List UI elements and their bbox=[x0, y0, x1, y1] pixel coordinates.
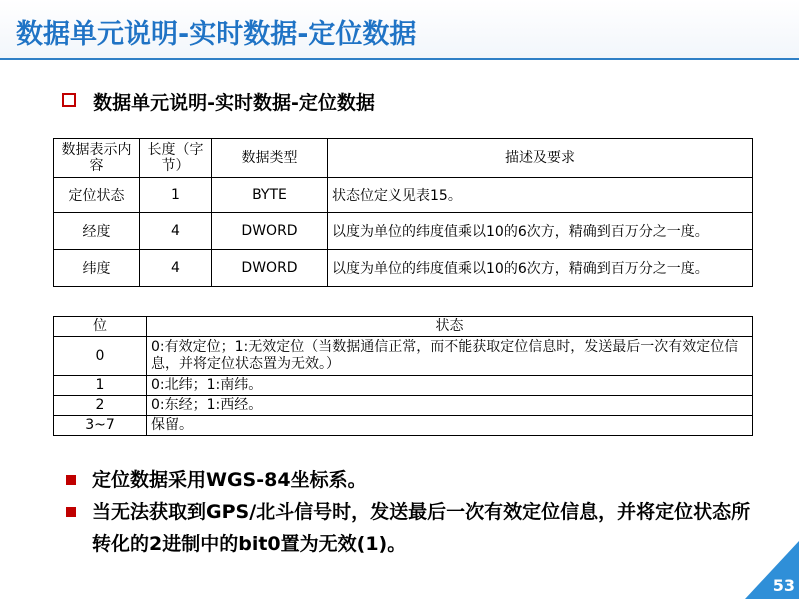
table-cell: DWORD bbox=[212, 250, 328, 287]
filled-square-bullet-icon bbox=[66, 507, 76, 517]
table-cell: 0:东经；1:西经。 bbox=[147, 396, 753, 416]
column-header: 长度（字节） bbox=[140, 139, 212, 178]
column-header: 数据表示内容 bbox=[54, 139, 140, 178]
table-row bbox=[54, 376, 753, 396]
page-title: 数据单元说明-实时数据-定位数据 bbox=[16, 19, 417, 50]
table-cell: 保留。 bbox=[147, 416, 753, 436]
table-cell: 2 bbox=[54, 396, 147, 416]
table-row bbox=[54, 213, 753, 250]
table-row bbox=[54, 250, 753, 287]
column-header: 描述及要求 bbox=[328, 139, 753, 178]
table-cell: 0:有效定位；1:无效定位（当数据通信正常，而不能获取定位信息时，发送最后一次有效定位信息，并将定位状态置为无效。） bbox=[147, 337, 753, 376]
column-header: 数据类型 bbox=[212, 139, 328, 178]
table-cell: 4 bbox=[140, 250, 212, 287]
hollow-square-bullet-icon bbox=[62, 93, 76, 107]
table-cell: 以度为单位的纬度值乘以10的6次方，精确到百万分之一度。 bbox=[328, 250, 753, 287]
table-cell: 定位状态 bbox=[54, 178, 140, 213]
bullet-list bbox=[66, 464, 766, 560]
table-cell: 经度 bbox=[54, 213, 140, 250]
column-header: 位 bbox=[54, 317, 147, 337]
field-definition-table bbox=[53, 138, 753, 287]
bullet-item bbox=[66, 464, 766, 496]
table-cell: 0 bbox=[54, 337, 147, 376]
bullet-text: 当无法获取到GPS/北斗信号时，发送最后一次有效定位信息，并将定位状态所转化的2进制中的bit0置为无效(1)。 bbox=[92, 501, 751, 555]
table-cell: 纬度 bbox=[54, 250, 140, 287]
page-number: 53 bbox=[772, 576, 795, 595]
bullet-text: 定位数据采用WGS-84坐标系。 bbox=[92, 469, 367, 491]
subtitle-row bbox=[62, 88, 375, 115]
table-cell: 状态位定义见表15。 bbox=[328, 178, 753, 213]
table-cell: 4 bbox=[140, 213, 212, 250]
table-row bbox=[54, 416, 753, 436]
table-cell: 3~7 bbox=[54, 416, 147, 436]
status-bit-table bbox=[53, 316, 753, 436]
table-row bbox=[54, 337, 753, 376]
table-header-row bbox=[54, 139, 753, 178]
table-cell: BYTE bbox=[212, 178, 328, 213]
table-cell: DWORD bbox=[212, 213, 328, 250]
table-cell: 1 bbox=[140, 178, 212, 213]
table-header-row bbox=[54, 317, 753, 337]
section-subtitle: 数据单元说明-实时数据-定位数据 bbox=[93, 92, 375, 114]
filled-square-bullet-icon bbox=[66, 475, 76, 485]
table-row bbox=[54, 178, 753, 213]
table-cell: 0:北纬；1:南纬。 bbox=[147, 376, 753, 396]
table-cell: 以度为单位的纬度值乘以10的6次方，精确到百万分之一度。 bbox=[328, 213, 753, 250]
column-header: 状态 bbox=[147, 317, 753, 337]
title-bar bbox=[0, 0, 799, 60]
table-row bbox=[54, 396, 753, 416]
bullet-item bbox=[66, 496, 766, 560]
table-cell: 1 bbox=[54, 376, 147, 396]
